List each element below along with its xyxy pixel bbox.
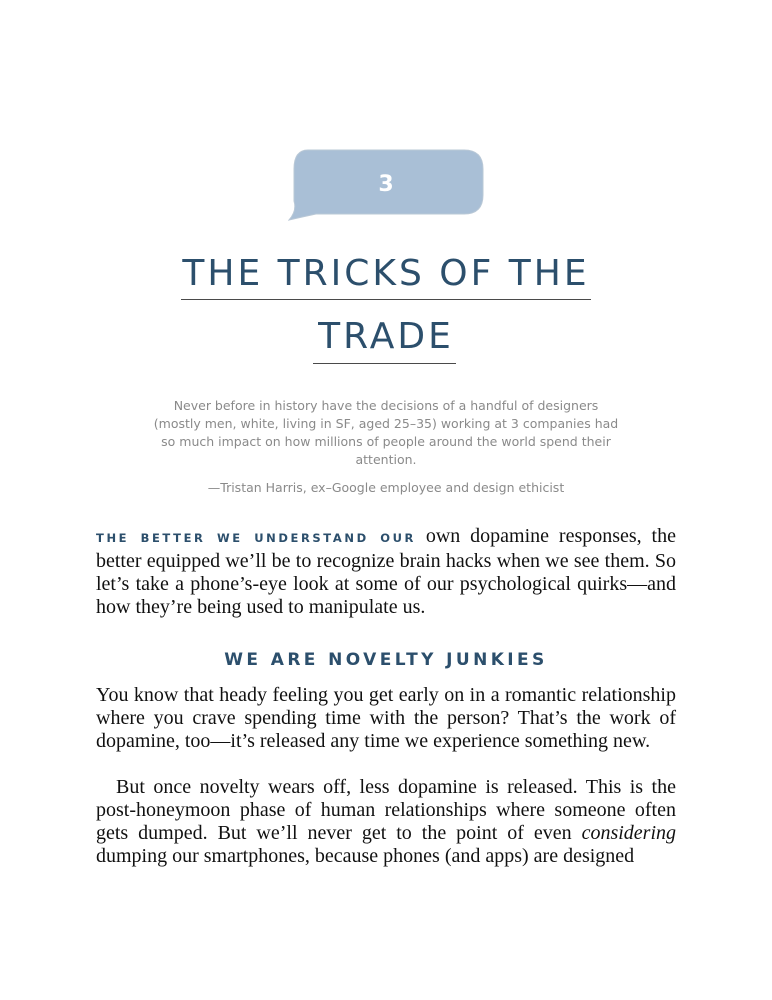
body-paragraph-1: [96, 525, 676, 619]
epigraph-quote: Never before in history have the decisions of a handful of designers (mostly men, white, living in SF, aged 25–35) working at 3 companies had so much impact on how millions of people around the world spend their attention.: [153, 398, 619, 467]
title-underline-2: [313, 363, 456, 364]
paragraph-3-text-after: dumping our smartphones, because phones (and apps) are designed: [96, 845, 635, 867]
paragraph-3-emphasis: considering: [581, 822, 676, 844]
chapter-title-line-1: THE TRICKS OF THE: [182, 253, 590, 294]
epigraph-attribution: —Tristan Harris, ex–Google employee and design ethicist: [207, 480, 565, 495]
chapter-title-line-2: TRADE: [318, 316, 454, 357]
paragraph-3-text-before: But once novelty wears off, less dopamine is released. This is the post-honeymoon phase of human relationships where someone often gets dumped. But we’ll never get to the point of even: [96, 776, 676, 844]
body-paragraph-3: [96, 776, 676, 868]
paragraph-1-text: own dopamine responses, the better equipped we’ll be to recognize brain hacks when we see them. So let’s take a phone’s-eye look at some of our psychological quirks—and how they’re being used to manipulate us.: [96, 525, 676, 618]
section-heading: WE ARE NOVELTY JUNKIES: [224, 650, 548, 670]
epigraph: [150, 397, 622, 497]
chapter-number: 3: [378, 172, 394, 197]
paragraph-lead-in: THE BETTER WE UNDERSTAND OUR: [96, 531, 416, 545]
chapter-badge: [288, 149, 484, 221]
title-underline-1: [181, 299, 591, 300]
body-paragraph-2: You know that heady feeling you get early on in a romantic relationship where you crave spending time with the person? That’s the work of dopamine, too—it’s released any time we experience something new.: [96, 684, 676, 752]
